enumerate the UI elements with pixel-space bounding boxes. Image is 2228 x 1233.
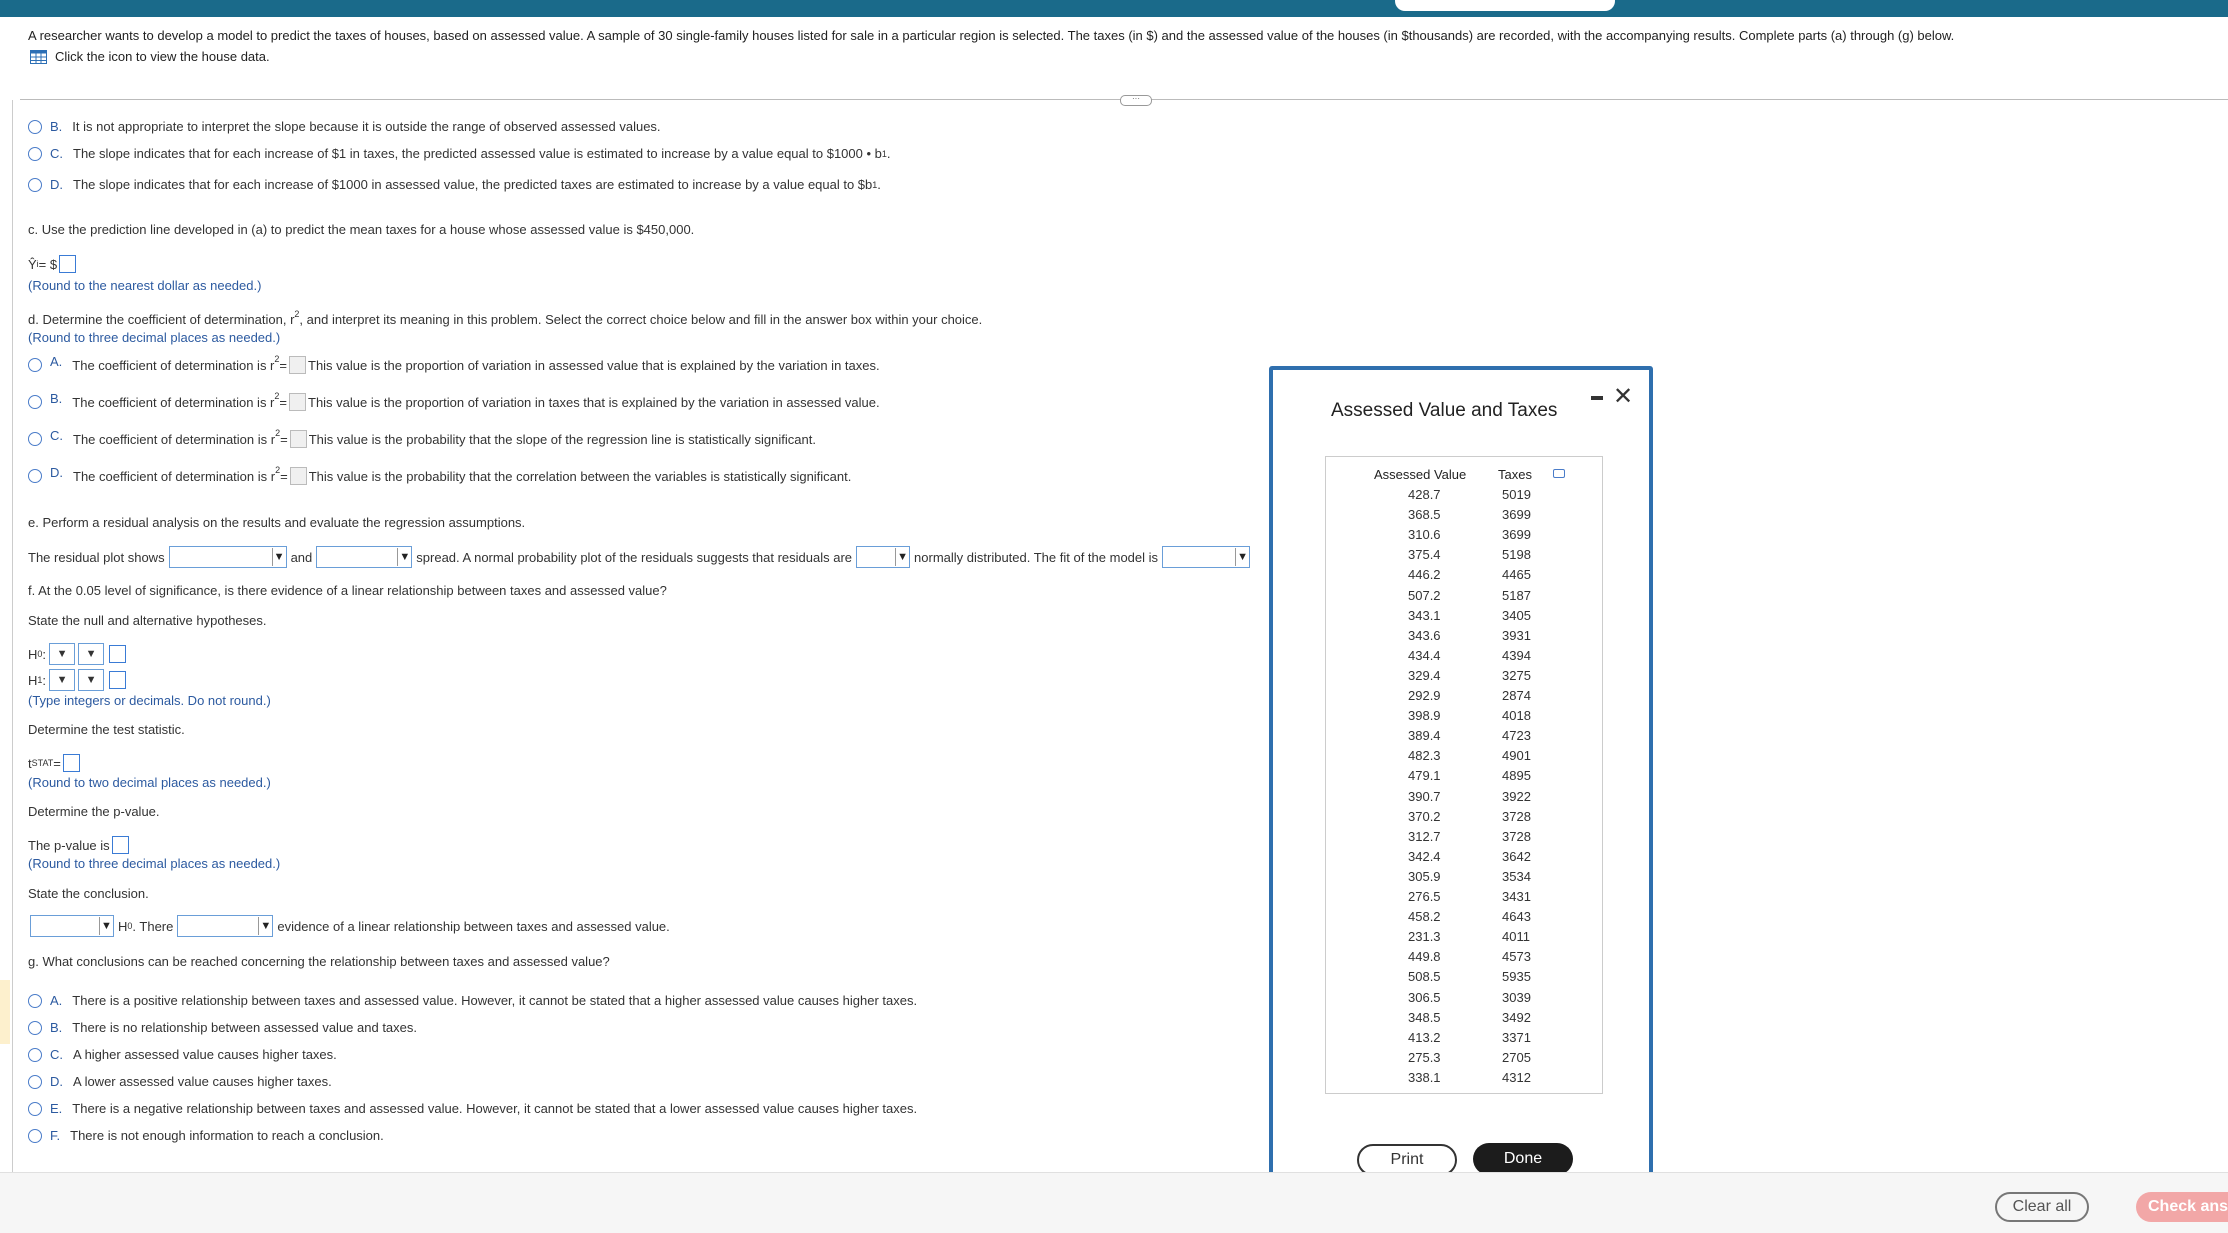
type-note: (Type integers or decimals. Do not round.) <box>28 693 271 708</box>
h1-parameter-dropdown[interactable]: ▼ <box>49 669 75 691</box>
assessed-value-cell: 342.4 <box>1408 848 1441 864</box>
part-c-answer: Ŷ i = $ <box>28 255 78 273</box>
highlight-stripe <box>0 980 10 1044</box>
data-table <box>1325 456 1603 1094</box>
taxes-cell: 3405 <box>1502 607 1531 623</box>
taxes-cell: 4394 <box>1502 647 1531 663</box>
determine-test-stat: Determine the test statistic. <box>28 722 185 737</box>
choice-d-A[interactable]: A. The coefficient of determination is r $^2$ = This value is the proportion of variation in assessed value that is explained by the variation in taxes. <box>28 356 880 374</box>
h1-operator-dropdown[interactable]: ▼ <box>78 669 104 691</box>
p-value-input[interactable] <box>112 836 129 854</box>
radio-button[interactable] <box>28 469 42 483</box>
taxes-cell: 3922 <box>1502 788 1531 804</box>
footer-band <box>0 1172 2228 1233</box>
taxes-cell: 3699 <box>1502 507 1531 523</box>
choice-b-D[interactable]: D. The slope indicates that for each increase of $1000 in assessed value, the predicted taxes are estimated to increase by a value equal to $b 1 . <box>28 177 881 192</box>
assessed-value-cell: 507.2 <box>1408 587 1441 603</box>
assessed-value-cell: 231.3 <box>1408 929 1441 945</box>
choice-g-E[interactable]: E. There is a negative relationship between taxes and assessed value. However, it cannot be stated that a lower assessed value causes higher taxes. <box>28 1101 917 1116</box>
taxes-cell: 4643 <box>1502 909 1531 925</box>
assessed-value-cell: 306.5 <box>1408 989 1441 1005</box>
choice-g-C[interactable]: C. A higher assessed value causes higher taxes. <box>28 1047 337 1062</box>
radio-button[interactable] <box>28 1075 42 1089</box>
taxes-cell: 3371 <box>1502 1029 1531 1045</box>
assessed-value-cell: 348.5 <box>1408 1009 1441 1025</box>
choice-b-C[interactable]: C. The slope indicates that for each increase of $1 in taxes, the predicted assessed value is estimated to increase by a value equal to $1000 • b 1 . <box>28 146 891 161</box>
assessed-value-cell: 375.4 <box>1408 547 1441 563</box>
assessed-value-cell: 458.2 <box>1408 909 1441 925</box>
state-conclusion: State the conclusion. <box>28 886 149 901</box>
taxes-cell: 4312 <box>1502 1069 1531 1085</box>
column-header-taxes: Taxes <box>1498 467 1532 482</box>
assessed-value-cell: 508.5 <box>1408 969 1441 985</box>
normality-dropdown[interactable]: ▼ <box>856 546 910 568</box>
taxes-cell: 4895 <box>1502 768 1531 784</box>
copy-icon[interactable] <box>1553 469 1565 478</box>
reject-dropdown[interactable]: ▼ <box>30 915 114 937</box>
assessed-value-cell: 446.2 <box>1408 567 1441 583</box>
round-two-note: (Round to two decimal places as needed.) <box>28 775 271 790</box>
assessed-value-cell: 370.2 <box>1408 808 1441 824</box>
part-c-question: c. Use the prediction line developed in (a) to predict the mean taxes for a house whose assessed value is $450,000. <box>28 222 695 237</box>
taxes-cell: 4018 <box>1502 708 1531 724</box>
minimize-icon[interactable] <box>1591 396 1603 400</box>
close-icon[interactable]: ✕ <box>1613 383 1634 410</box>
assessed-value-cell: 434.4 <box>1408 647 1441 663</box>
conclusion-row: ▼ H 0 . There ▼ evidence of a linear relationship between taxes and assessed value. <box>30 915 670 937</box>
assessed-value-cell: 338.1 <box>1408 1069 1441 1085</box>
radio-button[interactable] <box>28 147 42 161</box>
taxes-cell: 3931 <box>1502 627 1531 643</box>
r-squared-input[interactable] <box>289 393 306 411</box>
choice-b-B[interactable]: B. It is not appropriate to interpret the slope because it is outside the range of observed assessed values. <box>28 119 661 134</box>
assessed-value-cell: 292.9 <box>1408 688 1441 703</box>
h0-operator-dropdown[interactable]: ▼ <box>78 643 104 665</box>
radio-button[interactable] <box>28 178 42 192</box>
taxes-cell: 5019 <box>1502 487 1531 502</box>
question-intro: A researcher wants to develop a model to predict the taxes of houses, based on assessed value. A sample of 30 single-family houses listed for sale in a particular region is selected. The taxes (in $) and the assessed value of the houses (in $thousands) are recorded, with the accompanying results. Complete parts (a) through (g) below. <box>28 28 1955 43</box>
model-fit-dropdown[interactable]: ▼ <box>1162 546 1250 568</box>
part-c-round-note: (Round to the nearest dollar as needed.) <box>28 278 262 293</box>
radio-button[interactable] <box>28 395 42 409</box>
choice-g-B[interactable]: B. There is no relationship between assessed value and taxes. <box>28 1020 417 1035</box>
taxes-cell: 3642 <box>1502 848 1531 864</box>
assessed-value-cell: 329.4 <box>1408 667 1441 683</box>
assessed-value-cell: 413.2 <box>1408 1029 1441 1045</box>
radio-button[interactable] <box>28 994 42 1008</box>
tstat-input[interactable] <box>63 754 80 772</box>
radio-button[interactable] <box>28 1102 42 1116</box>
assessed-value-cell: 343.1 <box>1408 607 1441 623</box>
taxes-cell: 3039 <box>1502 989 1531 1005</box>
taxes-cell: 3431 <box>1502 889 1531 904</box>
choice-d-C[interactable]: C. The coefficient of determination is r $^2$ = This value is the probability that the slope of the regression line is statistically significant. <box>28 430 816 448</box>
taxes-cell: 4901 <box>1502 748 1531 764</box>
modal-title: Assessed Value and Taxes <box>1331 400 1558 421</box>
null-hypothesis-row: H 0 : ▼ ▼ <box>28 643 128 665</box>
radio-button[interactable] <box>28 358 42 372</box>
assessed-value-cell: 449.8 <box>1408 949 1441 965</box>
r-squared-input[interactable] <box>290 430 307 448</box>
header-pill <box>1395 0 1615 11</box>
left-rule <box>12 100 13 1172</box>
taxes-cell: 4465 <box>1502 567 1531 583</box>
part-d-question: d. Determine the coefficient of determination, r $^2$ , and interpret its meaning in this problem. Select the correct choice below and fill in the answer box within your choice. <box>28 308 983 327</box>
r-squared-input[interactable] <box>290 467 307 485</box>
top-header-bar <box>0 0 2228 17</box>
part-f-question: f. At the 0.05 level of significance, is there evidence of a linear relationship between taxes and assessed value? <box>28 583 667 598</box>
assessed-value-cell: 305.9 <box>1408 868 1441 884</box>
taxes-cell: 3728 <box>1502 828 1531 844</box>
taxes-cell: 4573 <box>1502 949 1531 965</box>
data-modal <box>1269 366 1653 1216</box>
state-hypotheses: State the null and alternative hypotheses. <box>28 613 267 628</box>
part-g-question: g. What conclusions can be reached concerning the relationship between taxes and assessed value? <box>28 954 610 969</box>
taxes-cell: 3492 <box>1502 1009 1531 1025</box>
p-value-row: The p-value is <box>28 836 131 854</box>
assessed-value-cell: 479.1 <box>1408 768 1441 784</box>
tstat-row: t STAT = <box>28 754 82 772</box>
assessed-value-cell: 343.6 <box>1408 627 1441 643</box>
h0-parameter-dropdown[interactable]: ▼ <box>49 643 75 665</box>
house-data-link-text[interactable]: Click the icon to view the house data. <box>55 49 270 64</box>
assessed-value-cell: 276.5 <box>1408 889 1441 904</box>
taxes-cell: 5198 <box>1502 547 1531 563</box>
check-answer-button[interactable]: Check ans <box>2136 1192 2228 1222</box>
taxes-cell: 4723 <box>1502 728 1531 744</box>
assessed-value-cell: 275.3 <box>1408 1049 1441 1065</box>
residual-pattern-dropdown[interactable]: ▼ <box>169 546 287 568</box>
determine-p-value: Determine the p-value. <box>28 804 160 819</box>
done-button[interactable]: Done <box>1473 1143 1573 1175</box>
taxes-cell: 5935 <box>1502 969 1531 985</box>
taxes-cell: 2874 <box>1502 688 1531 703</box>
taxes-cell: 4011 <box>1502 929 1530 945</box>
evidence-dropdown[interactable]: ▼ <box>177 915 273 937</box>
radio-button[interactable] <box>28 1048 42 1062</box>
column-header-assessed: Assessed Value <box>1374 467 1467 482</box>
choice-g-F[interactable]: F. There is not enough information to reach a conclusion. <box>28 1128 384 1143</box>
part-e-answer: The residual plot shows ▼ and ▼ spread. A normal probability plot of the residuals suggests that residuals are ▼ normally distributed. The fit of the model is ▼ <box>28 546 1254 568</box>
h1-value-input[interactable] <box>109 671 126 689</box>
taxes-cell: 3728 <box>1502 808 1531 824</box>
alt-hypothesis-row: H 1 : ▼ ▼ <box>28 669 128 691</box>
taxes-cell: 3534 <box>1502 868 1531 884</box>
divider-handle[interactable]: ··· <box>1120 95 1152 106</box>
taxes-cell: 2705 <box>1502 1049 1531 1065</box>
assessed-value-cell: 312.7 <box>1408 828 1441 844</box>
clear-all-button[interactable]: Clear all <box>1995 1192 2089 1222</box>
round-three-note: (Round to three decimal places as needed.) <box>28 856 281 871</box>
r-squared-input[interactable] <box>289 356 306 374</box>
table-icon[interactable] <box>30 50 47 64</box>
assessed-value-cell: 398.9 <box>1408 708 1441 724</box>
assessed-value-cell: 368.5 <box>1408 507 1441 523</box>
assessed-value-cell: 310.6 <box>1408 527 1441 543</box>
residual-spread-dropdown[interactable]: ▼ <box>316 546 412 568</box>
assessed-value-cell: 390.7 <box>1408 788 1441 804</box>
assessed-value-cell: 428.7 <box>1408 487 1441 502</box>
choice-d-B[interactable]: B. The coefficient of determination is r $^2$ = This value is the proportion of variation in taxes that is explained by the variation in assessed value. <box>28 393 880 411</box>
assessed-value-cell: 389.4 <box>1408 728 1441 744</box>
radio-button[interactable] <box>28 1021 42 1035</box>
part-e-question: e. Perform a residual analysis on the results and evaluate the regression assumptions. <box>28 515 526 530</box>
house-data-link[interactable] <box>30 49 270 64</box>
print-button[interactable]: Print <box>1357 1144 1457 1176</box>
h0-value-input[interactable] <box>109 645 126 663</box>
choice-g-D[interactable]: D. A lower assessed value causes higher taxes. <box>28 1074 332 1089</box>
radio-button[interactable] <box>28 120 42 134</box>
choice-g-A[interactable]: A. There is a positive relationship between taxes and assessed value. However, it cannot be stated that a higher assessed value causes higher taxes. <box>28 993 917 1008</box>
taxes-cell: 3275 <box>1502 667 1531 683</box>
radio-button[interactable] <box>28 432 42 446</box>
predicted-taxes-input[interactable] <box>59 255 76 273</box>
taxes-cell: 3699 <box>1502 527 1531 543</box>
part-d-round-note: (Round to three decimal places as needed.) <box>28 330 281 345</box>
radio-button[interactable] <box>28 1129 42 1143</box>
assessed-value-cell: 482.3 <box>1408 748 1441 764</box>
taxes-cell: 5187 <box>1502 587 1531 603</box>
choice-d-D[interactable]: D. The coefficient of determination is r $^2$ = This value is the probability that the correlation between the variables is statistically significant. <box>28 467 851 485</box>
